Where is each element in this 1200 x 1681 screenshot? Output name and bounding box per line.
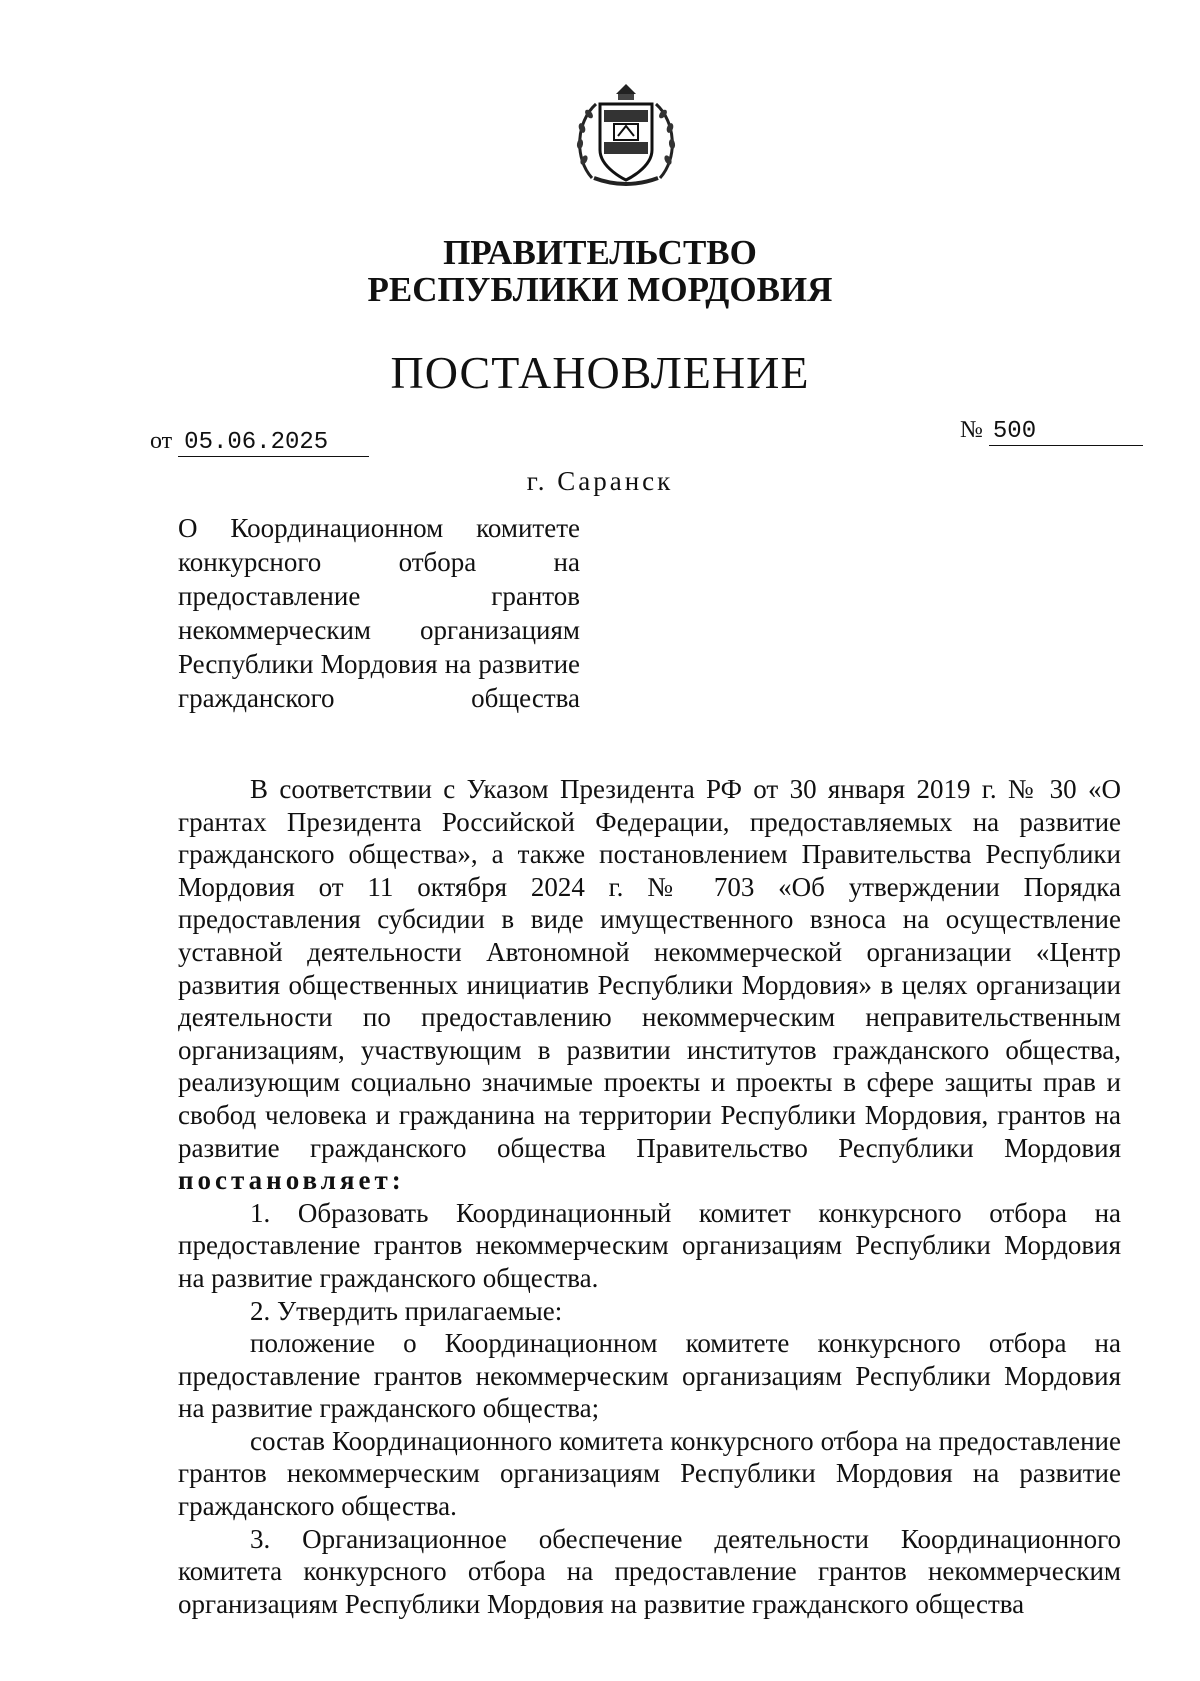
- date-label: от: [150, 428, 173, 454]
- date-value: 05.06.2025: [178, 430, 369, 457]
- item-3-paragraph: 3. Организационное обеспечение деятельности Координационного комитета конкурсного отбора на предоставление грантов некоммерческим организациям Республики Мордовия на развитие гражданского общества: [178, 1523, 1121, 1619]
- coat-of-arms-icon: [572, 80, 680, 190]
- document-type: ПОСТАНОВЛЕНИЕ: [390, 347, 810, 398]
- item-2-paragraph: 2. Утвердить прилагаемые:: [250, 1295, 563, 1326]
- number-label: №: [960, 417, 983, 443]
- preamble-text: В соответствии с Указом Президента РФ от 30 января 2019 г. № 30 «О грантах Президента Российской Федерации, предоставляемых на развитие гражданского общества», а также постановлением Правительства Республики Мордовия от 11 октября 2024 г. № 703 «Об утверждении Порядка предоставления субсидии в виде имущественного взноса на осуществление уставной деятельности Автономной некоммерческой организации «Центр развития общественных инициатив Республики Мордовия» в целях организации деятельности по предоставлению некоммерческим неправительственным организациям, участвующим в развитии институтов гражданского общества, реализующим социально значимые проекты и проекты в сфере защиты прав и свобод человека и гражданина на территории Республики Мордовия, грантов на развитие гражданского общества Правительство Республики Мордовия: [178, 774, 1121, 1163]
- org-name-line1: ПРАВИТЕЛЬСТВО: [443, 233, 757, 272]
- document-date: [150, 428, 369, 457]
- preamble-keyword: постановляет:: [178, 1165, 405, 1196]
- document-city: г. Саранск: [526, 466, 674, 496]
- item-2b-paragraph: состав Координационного комитета конкурсного отбора на предоставление грантов некоммерческим организациям Республики Мордовия на развитие гражданского общества.: [178, 1425, 1121, 1522]
- item-1-paragraph: 1. Образовать Координационный комитет конкурсного отбора на предоставление грантов некоммерческим организациям Республики Мордовия на развитие гражданского общества.: [178, 1197, 1121, 1293]
- preamble-paragraph: [178, 773, 1121, 1197]
- document-body: [178, 773, 1121, 1620]
- org-name-line2: РЕСПУБЛИКИ МОРДОВИЯ: [367, 270, 833, 309]
- item-2a-paragraph: положение о Координационном комитете конкурсного отбора на предоставление грантов некоммерческим организациям Республики Мордовия на развитие гражданского общества;: [178, 1328, 1121, 1424]
- document-subject: О Координационном комитете конкурсного отбора на предоставление грантов некоммерческим организациям Республики Мордовия на развитие гражданского общества: [178, 513, 580, 713]
- number-value: 500: [989, 419, 1143, 446]
- document-number: [960, 417, 1143, 446]
